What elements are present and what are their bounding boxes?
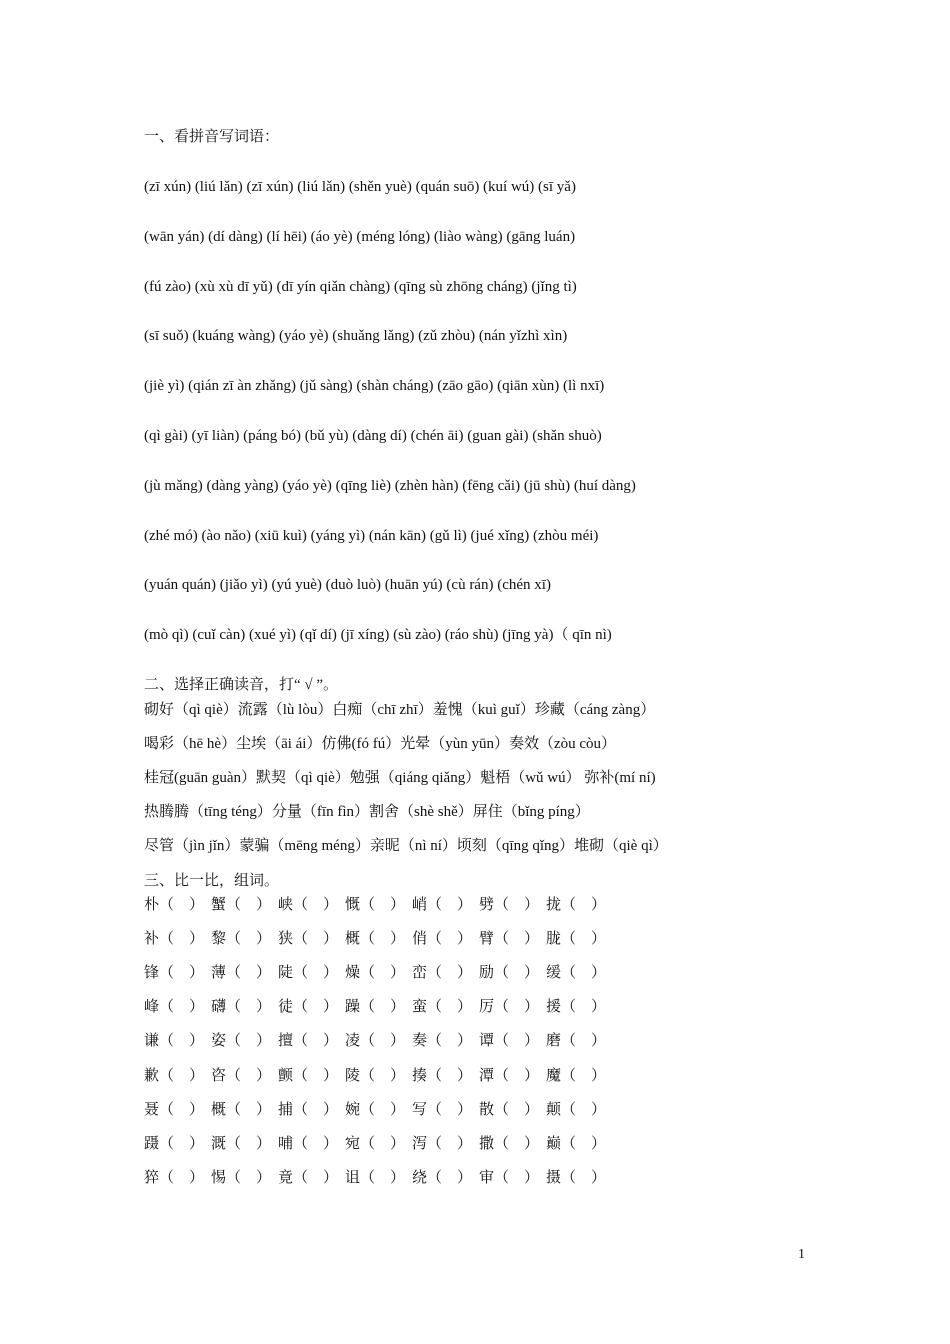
compare-cell: 猝（ ） xyxy=(144,1170,205,1186)
compare-cell: 锋（ ） xyxy=(144,965,205,981)
compare-cell: 潭（ ） xyxy=(479,1068,540,1084)
pinyin-line: (wān yán) (dí dàng) (lí hēi) (áo yè) (méng lóng) (liào wàng) (gāng luán) xyxy=(144,229,576,245)
compare-cell: 徒（ ） xyxy=(278,999,339,1015)
compare-cell: 概（ ） xyxy=(345,931,406,947)
compare-cell: 峭（ ） xyxy=(412,897,473,913)
compare-cell: 蹑（ ） xyxy=(144,1136,205,1152)
compare-cell: 燥（ ） xyxy=(345,965,406,981)
reading-choice-line: 桂冠(guān guàn）默契（qì qiè）勉强（qiáng qiǎng）魁梧（wǔ wú） 弥补(mí ní) xyxy=(144,770,656,786)
compare-cell: 绕（ ） xyxy=(412,1170,473,1186)
compare-cell: 补（ ） xyxy=(144,931,205,947)
compare-cell: 谭（ ） xyxy=(479,1033,540,1049)
compare-cell: 慨（ ） xyxy=(345,897,406,913)
compare-cell: 颤（ ） xyxy=(278,1068,339,1084)
compare-cell: 陵（ ） xyxy=(345,1068,406,1084)
compare-cell: 陡（ ） xyxy=(278,965,339,981)
section2-heading: 二、选择正确读音，打“ √ ”。 xyxy=(144,677,339,693)
pinyin-line: (zī xún) (liú lǎn) (zī xún) (liú lǎn) (shěn yuè) (quán suō) (kuí wú) (sī yǎ) xyxy=(144,179,576,195)
compare-cell: 魔（ ） xyxy=(546,1068,607,1084)
compare-cell: 概（ ） xyxy=(211,1102,272,1118)
pinyin-line: (mò qì) (cuǐ càn) (xué yì) (qǐ dí) (jī xíng) (sù zào) (ráo shù) (jīng yà)（ qīn nì) xyxy=(144,627,612,643)
compare-row xyxy=(144,1134,613,1154)
compare-row xyxy=(144,1168,613,1188)
compare-cell: 磨（ ） xyxy=(546,1033,607,1049)
compare-cell: 峰（ ） xyxy=(144,999,205,1015)
reading-choice-line: 喝彩（hē hè）尘埃（āi ái）仿佛(fó fú）光晕（yùn yūn）奏效（zòu còu） xyxy=(144,736,617,752)
reading-choice-line: 热腾腾（tīng téng）分量（fīn fìn）割舍（shè shě）屏住（bǐng píng） xyxy=(144,804,590,820)
compare-row xyxy=(144,895,613,915)
compare-cell: 缓（ ） xyxy=(546,965,607,981)
compare-cell: 狭（ ） xyxy=(278,931,339,947)
compare-cell: 惕（ ） xyxy=(211,1170,272,1186)
compare-row xyxy=(144,1100,613,1120)
compare-cell: 哺（ ） xyxy=(278,1136,339,1152)
compare-cell: 诅（ ） xyxy=(345,1170,406,1186)
compare-cell: 溉（ ） xyxy=(211,1136,272,1152)
pinyin-line: (fú zào) (xù xù dī yǔ) (dī yín qiǎn chàng) (qīng sù zhōng cháng) (jǐng tì) xyxy=(144,279,577,295)
compare-cell: 奏（ ） xyxy=(412,1033,473,1049)
compare-cell: 峦（ ） xyxy=(412,965,473,981)
compare-cell: 励（ ） xyxy=(479,965,540,981)
compare-cell: 巅（ ） xyxy=(546,1136,607,1152)
compare-cell: 婉（ ） xyxy=(345,1102,406,1118)
compare-cell: 峡（ ） xyxy=(278,897,339,913)
compare-cell: 擅（ ） xyxy=(278,1033,339,1049)
compare-cell: 咨（ ） xyxy=(211,1068,272,1084)
compare-row xyxy=(144,1031,613,1051)
compare-cell: 躁（ ） xyxy=(345,999,406,1015)
compare-cell: 聂（ ） xyxy=(144,1102,205,1118)
pinyin-line: (sī suǒ) (kuáng wàng) (yáo yè) (shuǎng lǎng) (zǔ zhòu) (nán yǐzhì xìn) xyxy=(144,328,568,344)
reading-choice-line: 尽管（jìn jǐn）蒙骗（mēng méng）亲昵（nì ní）顷刻（qīng qǐng）堆砌（qiè qì） xyxy=(144,838,668,854)
compare-cell: 拢（ ） xyxy=(546,897,607,913)
pinyin-line: (jiè yì) (qián zī àn zhǎng) (jǔ sàng) (shàn cháng) (zāo gāo) (qiān xùn) (lì nxī) xyxy=(144,378,605,394)
pinyin-line: (yuán quán) (jiǎo yì) (yú yuè) (duò luò) (huān yú) (cù rán) (chén xī) xyxy=(144,577,551,593)
compare-row xyxy=(144,1066,613,1086)
compare-cell: 谦（ ） xyxy=(144,1033,205,1049)
compare-cell: 撒（ ） xyxy=(479,1136,540,1152)
pinyin-line: (zhé mó) (ào nǎo) (xiū kuì) (yáng yì) (nán kān) (gǔ lì) (jué xǐng) (zhòu méi) xyxy=(144,528,599,544)
section3-heading: 三、比一比，组词。 xyxy=(144,873,280,889)
compare-cell: 凌（ ） xyxy=(345,1033,406,1049)
compare-cell: 歉（ ） xyxy=(144,1068,205,1084)
reading-choice-line: 砌好（qì qiè）流露（lù lòu）白痴（chī zhī）羞愧（kuì guǐ）珍藏（cáng zàng） xyxy=(144,702,656,718)
compare-cell: 散（ ） xyxy=(479,1102,540,1118)
compare-cell: 摄（ ） xyxy=(546,1170,607,1186)
compare-cell: 写（ ） xyxy=(412,1102,473,1118)
compare-cell: 竟（ ） xyxy=(278,1170,339,1186)
compare-cell: 颠（ ） xyxy=(546,1102,607,1118)
compare-cell: 宛（ ） xyxy=(345,1136,406,1152)
section1-heading: 一、看拼音写词语： xyxy=(144,129,280,145)
compare-cell: 礴（ ） xyxy=(211,999,272,1015)
compare-cell: 泻（ ） xyxy=(412,1136,473,1152)
compare-cell: 蛮（ ） xyxy=(412,999,473,1015)
compare-cell: 胧（ ） xyxy=(546,931,607,947)
compare-row xyxy=(144,963,613,983)
compare-cell: 审（ ） xyxy=(479,1170,540,1186)
compare-cell: 黎（ ） xyxy=(211,931,272,947)
compare-cell: 蟹（ ） xyxy=(211,897,272,913)
compare-cell: 揍（ ） xyxy=(412,1068,473,1084)
page-number: 1 xyxy=(798,1247,805,1262)
compare-cell: 劈（ ） xyxy=(479,897,540,913)
pinyin-line: (jù mǎng) (dàng yàng) (yáo yè) (qīng liè) (zhèn hàn) (fēng cǎi) (jū shù) (huí dàng) xyxy=(144,478,636,494)
compare-cell: 援（ ） xyxy=(546,999,607,1015)
compare-cell: 朴（ ） xyxy=(144,897,205,913)
compare-cell: 厉（ ） xyxy=(479,999,540,1015)
compare-cell: 薄（ ） xyxy=(211,965,272,981)
compare-cell: 臂（ ） xyxy=(479,931,540,947)
compare-cell: 捕（ ） xyxy=(278,1102,339,1118)
pinyin-line: (qì gài) (yī liàn) (páng bó) (bǔ yù) (dàng dí) (chén āi) (guan gài) (shǎn shuò) xyxy=(144,428,602,444)
compare-cell: 姿（ ） xyxy=(211,1033,272,1049)
compare-row xyxy=(144,929,613,949)
compare-cell: 俏（ ） xyxy=(412,931,473,947)
compare-row xyxy=(144,997,613,1017)
